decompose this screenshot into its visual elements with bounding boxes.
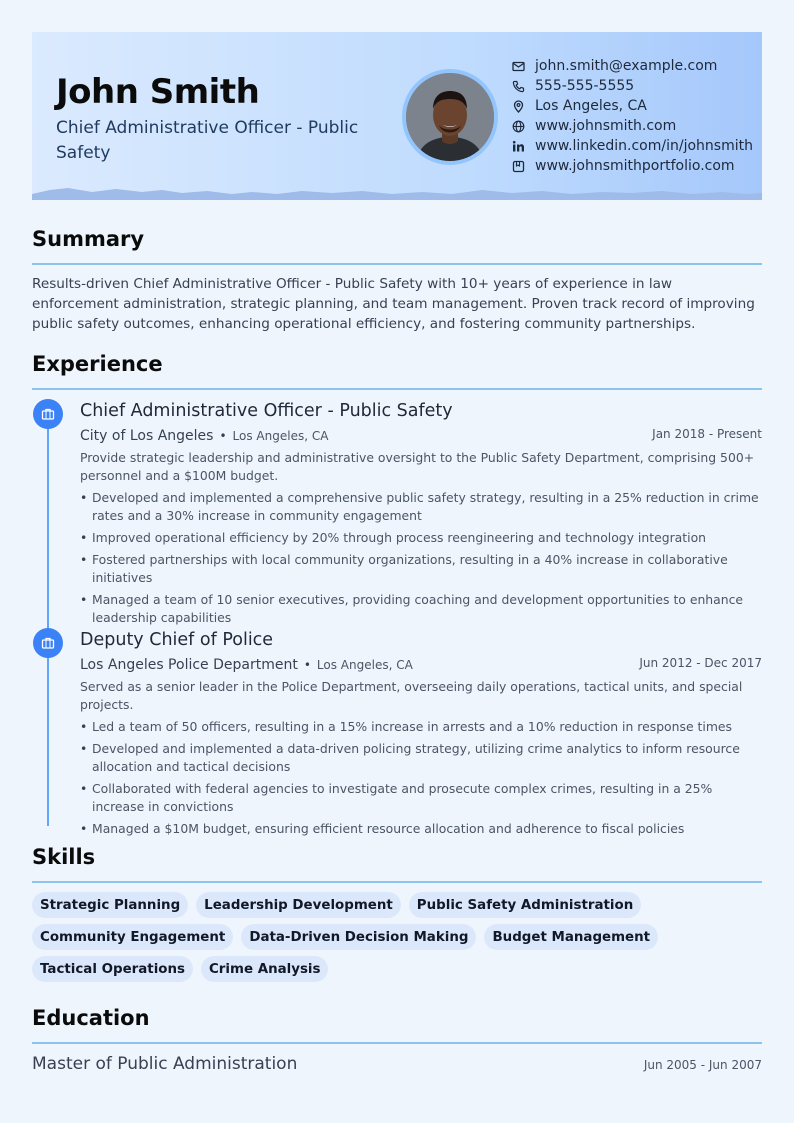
skill-chip: Strategic Planning bbox=[32, 892, 188, 918]
globe-icon bbox=[512, 120, 525, 133]
experience-heading: Experience bbox=[32, 352, 163, 376]
contact-list bbox=[512, 56, 753, 176]
skill-chip: Leadership Development bbox=[196, 892, 401, 918]
job-meta bbox=[80, 654, 762, 676]
timeline-marker bbox=[33, 628, 63, 658]
education-dates: Jun 2005 - Jun 2007 bbox=[643, 1058, 762, 1072]
experience-item bbox=[80, 399, 762, 631]
education-divider bbox=[32, 1042, 762, 1044]
skill-chip: Community Engagement bbox=[32, 924, 233, 950]
summary-heading: Summary bbox=[32, 227, 145, 251]
achievement-item: • Collaborated with federal agencies to investigate and prosecute complex crimes, resulting in a 25% increase in convictions bbox=[80, 780, 762, 816]
meta-separator: • bbox=[303, 658, 311, 672]
skills-divider bbox=[32, 881, 762, 883]
job-achievements bbox=[80, 718, 762, 838]
job-company: Los Angeles Police Department bbox=[80, 657, 298, 673]
summary-divider bbox=[32, 263, 762, 265]
achievement-item: • Improved operational efficiency by 20% through process reengineering and technology integration bbox=[80, 529, 762, 547]
phone-icon bbox=[512, 80, 525, 93]
contact-linkedin[interactable] bbox=[512, 136, 753, 156]
achievement-item: • Led a team of 50 officers, resulting in a 15% increase in arrests and a 10% reduction in response times bbox=[80, 718, 762, 736]
education-heading: Education bbox=[32, 1006, 150, 1030]
job-dates: Jan 2018 - Present bbox=[652, 427, 762, 441]
job-location: Los Angeles, CA bbox=[316, 658, 413, 672]
experience-divider bbox=[32, 388, 762, 390]
skill-row bbox=[32, 956, 772, 982]
timeline-marker bbox=[33, 399, 63, 429]
contact-location-text: Los Angeles, CA bbox=[535, 98, 647, 114]
job-title: Chief Administrative Officer - Public Safety bbox=[80, 401, 453, 421]
job-description: Served as a senior leader in the Police Department, overseeing daily operations, tactical units, and special projects. bbox=[80, 679, 743, 712]
contact-location bbox=[512, 96, 753, 116]
skill-row bbox=[32, 892, 772, 918]
header-wave-decoration bbox=[32, 184, 762, 200]
contact-linkedin-text: www.linkedin.com/in/johnsmith bbox=[535, 138, 753, 154]
education-degree: Master of Public Administration bbox=[32, 1054, 298, 1074]
skills-heading: Skills bbox=[32, 845, 96, 869]
portfolio-icon bbox=[512, 160, 525, 173]
job-description: Provide strategic leadership and administrative oversight to the Public Safety Department, comprising 500+ personnel and a $100M budget. bbox=[80, 450, 755, 483]
resume-header bbox=[32, 32, 762, 200]
achievement-item: • Managed a team of 10 senior executives, providing coaching and development opportunities to enhance leadership capabilities bbox=[80, 591, 762, 627]
contact-website[interactable] bbox=[512, 116, 753, 136]
meta-separator: • bbox=[219, 429, 227, 443]
job-location: Los Angeles, CA bbox=[232, 429, 329, 443]
experience-item bbox=[80, 628, 762, 842]
candidate-title: Chief Administrative Officer - Public Safety bbox=[56, 118, 359, 163]
achievement-item: • Developed and implemented a data-driven policing strategy, utilizing crime analytics to inform resource allocation and tactical decisions bbox=[80, 740, 762, 776]
contact-portfolio[interactable] bbox=[512, 156, 753, 176]
summary-text: Results-driven Chief Administrative Officer - Public Safety with 10+ years of experience in law enforcement administration, strategic planning, and team management. Proven track record of improving public safety outcomes, enhancing operational efficiency, and fostering community partnerships. bbox=[32, 276, 755, 332]
briefcase-icon bbox=[41, 407, 55, 421]
skill-row bbox=[32, 924, 772, 950]
profile-photo bbox=[402, 69, 498, 165]
contact-website-text: www.johnsmith.com bbox=[535, 118, 677, 134]
candidate-name: John Smith bbox=[56, 72, 260, 112]
job-company: City of Los Angeles bbox=[80, 428, 214, 444]
skill-chip: Budget Management bbox=[484, 924, 658, 950]
contact-email[interactable] bbox=[512, 56, 753, 76]
contact-email-text: john.smith@example.com bbox=[535, 58, 718, 74]
job-meta bbox=[80, 425, 762, 447]
achievement-item: • Managed a $10M budget, ensuring efficient resource allocation and adherence to fiscal policies bbox=[80, 820, 762, 838]
job-title: Deputy Chief of Police bbox=[80, 630, 274, 650]
timeline-line bbox=[47, 414, 49, 826]
skill-chip: Crime Analysis bbox=[201, 956, 329, 982]
job-dates: Jun 2012 - Dec 2017 bbox=[639, 656, 762, 670]
skills-list bbox=[32, 892, 772, 988]
briefcase-icon bbox=[41, 636, 55, 650]
contact-phone-text: 555-555-5555 bbox=[535, 78, 635, 94]
skill-chip: Tactical Operations bbox=[32, 956, 193, 982]
mail-icon bbox=[512, 60, 525, 73]
location-pin-icon bbox=[512, 100, 525, 113]
achievement-item: • Developed and implemented a comprehensive public safety strategy, resulting in a 25% reduction in crime rates and a 30% increase in community engagement bbox=[80, 489, 762, 525]
linkedin-icon bbox=[512, 140, 525, 153]
contact-phone[interactable] bbox=[512, 76, 753, 96]
achievement-item: • Fostered partnerships with local community organizations, resulting in a 40% increase in collaborative initiatives bbox=[80, 551, 762, 587]
skill-chip: Data-Driven Decision Making bbox=[241, 924, 476, 950]
job-achievements bbox=[80, 489, 762, 627]
contact-portfolio-text: www.johnsmithportfolio.com bbox=[535, 158, 735, 174]
skill-chip: Public Safety Administration bbox=[409, 892, 641, 918]
